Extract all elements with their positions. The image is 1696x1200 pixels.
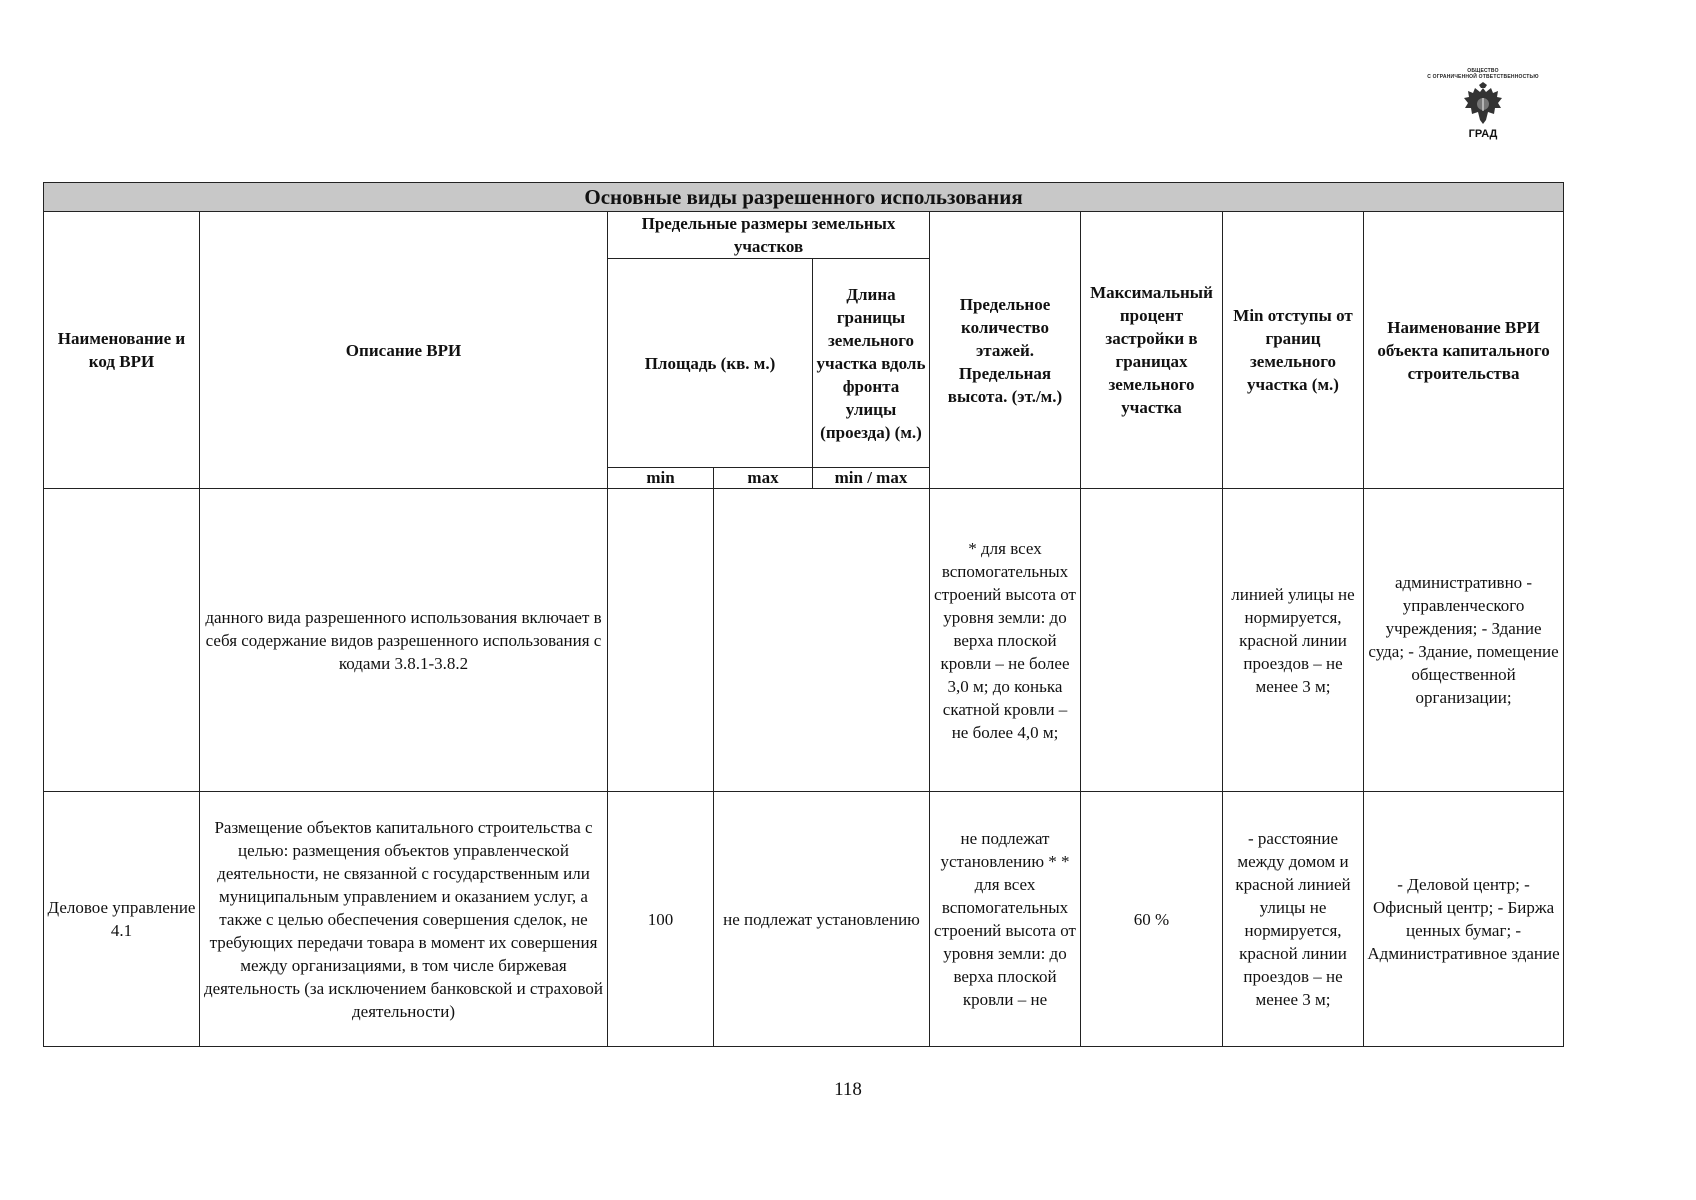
row-object: административно - управленческого учреждения; - Здание суда; - Здание, помещение общественной организации; [1364, 489, 1564, 792]
header-frontage: Длина границы земельного участка вдоль фронта улицы (проезда) (м.) [813, 259, 930, 468]
row-area-min [608, 489, 714, 792]
header-frontage-minmax: min / max [813, 468, 930, 489]
logo-name: ГРАД [1468, 128, 1498, 140]
header-coverage: Максимальный процент застройки в границах земельного участка [1081, 212, 1223, 489]
table-row [44, 792, 1564, 1047]
header-area: Площадь (кв. м.) [608, 259, 813, 468]
row-object: - Деловой центр; - Офисный центр; - Биржа ценных бумаг; - Административное здание [1364, 792, 1564, 1047]
logo-line-2: С ОГРАНИЧЕННОЙ ОТВЕТСТВЕННОСТЬЮ [1427, 74, 1539, 80]
table-caption: Основные виды разрешенного использования [44, 183, 1564, 212]
permitted-use-table [43, 182, 1564, 1047]
logo-line-1: ОБЩЕСТВО [1467, 68, 1499, 74]
row-area-max [714, 489, 930, 792]
row-area-min: 100 [608, 792, 714, 1047]
page-number: 118 [834, 1079, 862, 1100]
header-area-min: min [608, 468, 714, 489]
header-setbacks: Min отступы от границ земельного участка (м.) [1223, 212, 1364, 489]
row-description: данного вида разрешенного использования включает в себя содержание видов разрешенного использования с кодами 3.8.1-3.8.2 [200, 489, 608, 792]
row-coverage [1081, 489, 1223, 792]
header-area-max: max [714, 468, 813, 489]
row-description: Размещение объектов капитального строительства с целью: размещения объектов управленческой деятельности, не связанной с государственным или муниципальным управлением и оказанием услуг, а также с целью обеспечения совершения сделок, не требующих передачи товара в момент их совершения между организациями, в том числе биржевая деятельность (за исключением банковской и страховой деятельности) [200, 792, 608, 1047]
row-floors: * для всех вспомогательных строений высота от уровня земли: до верха плоской кровли – не более 3,0 м; до конька скатной кровли – не более 4,0 м; [930, 489, 1081, 792]
table-row [44, 489, 1564, 792]
header-limits-group: Предельные размеры земельных участков [608, 212, 930, 259]
row-setbacks: линией улицы не нормируется, красной линии проездов – не менее 3 м; [1223, 489, 1364, 792]
header-object: Наименование ВРИ объекта капитального строительства [1364, 212, 1564, 489]
row-name [44, 489, 200, 792]
double-headed-eagle-icon [1460, 82, 1506, 128]
header-floors: Предельное количество этажей. Предельная высота. (эт./м.) [930, 212, 1081, 489]
row-coverage: 60 % [1081, 792, 1223, 1047]
row-floors: не подлежат установлению * * для всех вспомогательных строений высота от уровня земли: до верха плоской кровли – не [930, 792, 1081, 1047]
row-name: Деловое управление 4.1 [44, 792, 200, 1047]
header-description: Описание ВРИ [200, 212, 608, 489]
row-setbacks: - расстояние между домом и красной линией улицы не нормируется, красной линии проездов – не менее 3 м; [1223, 792, 1364, 1047]
company-logo [1388, 68, 1578, 140]
row-area-max: не подлежат установлению [714, 792, 930, 1047]
header-name-code: Наименование и код ВРИ [44, 212, 200, 489]
